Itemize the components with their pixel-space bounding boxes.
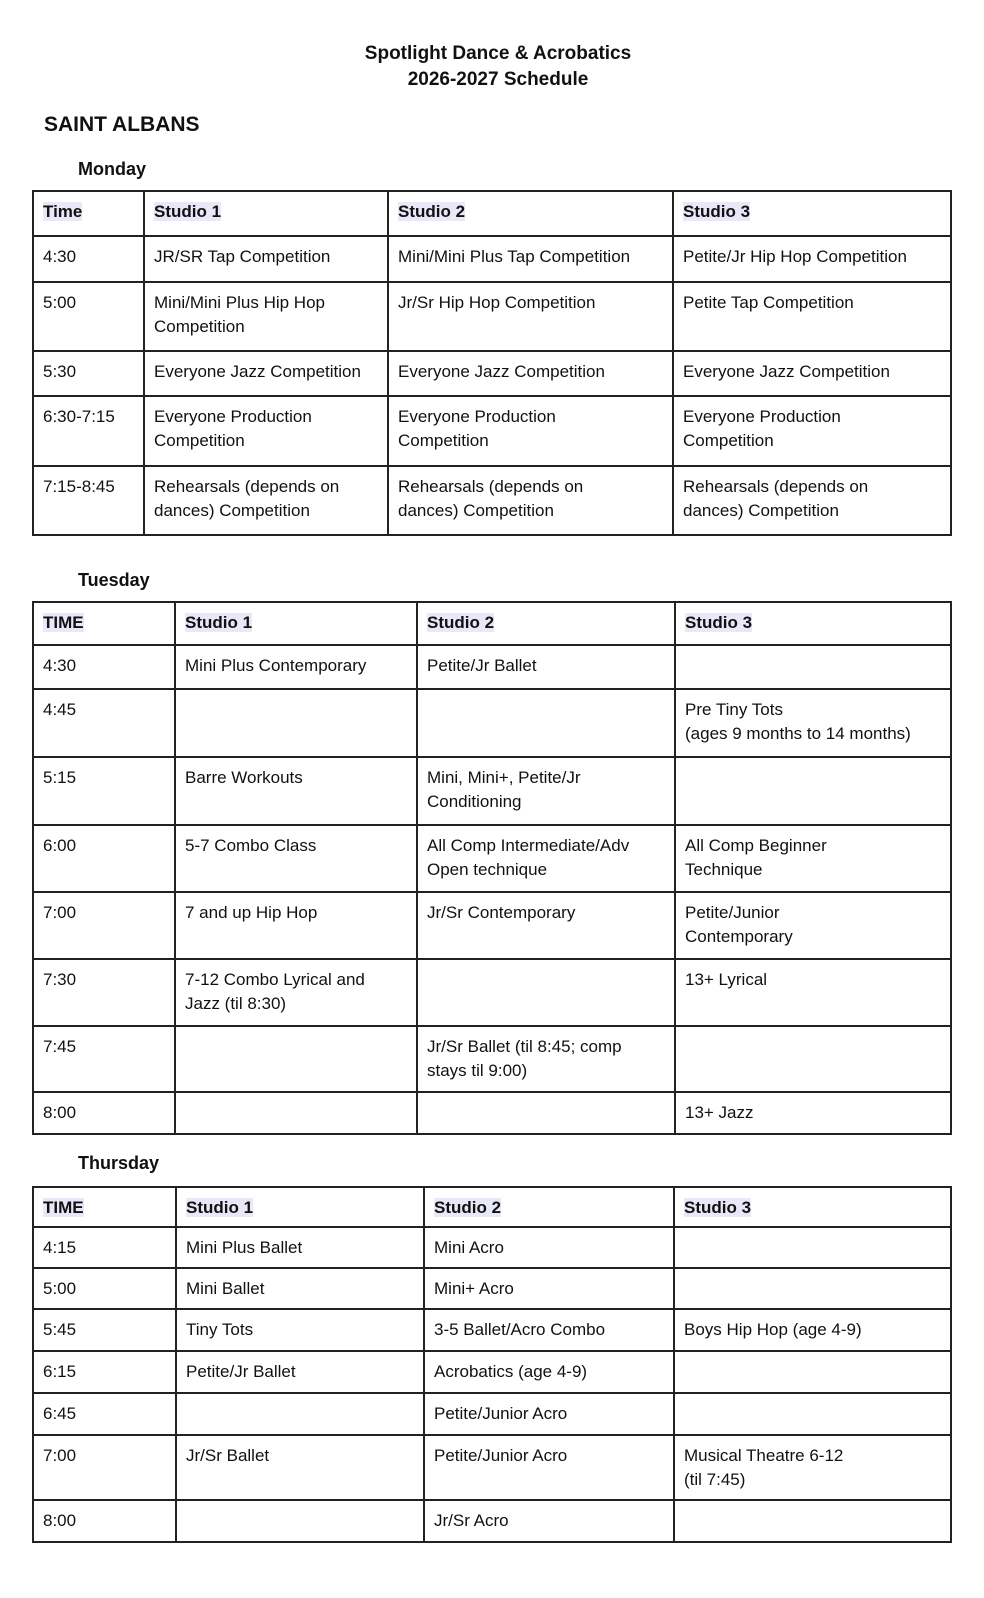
studio-1-cell: Jr/Sr Ballet: [176, 1435, 424, 1500]
studio-2-cell: 3-5 Ballet/Acro Combo: [424, 1309, 674, 1351]
column-header: TIME: [33, 602, 175, 645]
table-row: [33, 466, 951, 535]
time-cell: 7:00: [33, 1435, 176, 1500]
table-row: [33, 396, 951, 466]
studio-2-cell: All Comp Intermediate/Adv Open technique: [417, 825, 675, 892]
studio-1-cell: [175, 1092, 417, 1134]
studio-2-cell: Jr/Sr Ballet (til 8:45; comp stays til 9:00): [417, 1026, 675, 1092]
table-row: [33, 1309, 951, 1351]
studio-3-cell: Pre Tiny Tots (ages 9 months to 14 months): [675, 689, 951, 757]
time-cell: 4:45: [33, 689, 175, 757]
time-cell: 5:30: [33, 351, 144, 396]
table-row: [33, 236, 951, 282]
thursday-schedule-table: [32, 1186, 952, 1543]
studio-2-cell: [417, 689, 675, 757]
table-header-row: [33, 602, 951, 645]
table-row: [33, 959, 951, 1026]
studio-1-cell: Mini/Mini Plus Hip Hop Competition: [144, 282, 388, 351]
time-cell: 5:15: [33, 757, 175, 825]
table-row: [33, 1227, 951, 1268]
column-header: Studio 2: [424, 1187, 674, 1227]
table-row: [33, 689, 951, 757]
schedule-subtitle: 2026-2027 Schedule: [407, 69, 589, 90]
studio-3-cell: [674, 1268, 951, 1309]
studio-2-cell: Rehearsals (depends on dances) Competition: [388, 466, 673, 535]
location-heading: SAINT ALBANS: [44, 113, 200, 136]
table-row: [33, 645, 951, 689]
time-cell: 4:30: [33, 645, 175, 689]
studio-3-cell: Everyone Jazz Competition: [673, 351, 951, 396]
studio-1-cell: Petite/Jr Ballet: [176, 1351, 424, 1393]
studio-3-cell: [674, 1393, 951, 1435]
time-cell: 6:00: [33, 825, 175, 892]
time-cell: 5:45: [33, 1309, 176, 1351]
table-row: [33, 1092, 951, 1134]
table-row: [33, 1435, 951, 1500]
column-header: Studio 2: [417, 602, 675, 645]
column-header: Studio 3: [675, 602, 951, 645]
studio-3-cell: Musical Theatre 6-12 (til 7:45): [674, 1435, 951, 1500]
time-cell: 5:00: [33, 282, 144, 351]
table-row: [33, 757, 951, 825]
column-header: TIME: [33, 1187, 176, 1227]
studio-2-cell: Acrobatics (age 4-9): [424, 1351, 674, 1393]
day-heading-monday: Monday: [78, 159, 147, 179]
table-header-row: [33, 1187, 951, 1227]
time-cell: 7:15-8:45: [33, 466, 144, 535]
table-row: [33, 825, 951, 892]
time-cell: 6:15: [33, 1351, 176, 1393]
studio-1-cell: Mini Ballet: [176, 1268, 424, 1309]
table-row: [33, 1351, 951, 1393]
studio-1-cell: JR/SR Tap Competition: [144, 236, 388, 282]
studio-1-cell: Mini Plus Ballet: [176, 1227, 424, 1268]
table-row: [33, 1500, 951, 1542]
studio-1-cell: Barre Workouts: [175, 757, 417, 825]
studio-3-cell: [675, 645, 951, 689]
column-header: Studio 2: [388, 191, 673, 236]
schedule-title: Spotlight Dance & Acrobatics: [364, 43, 632, 64]
table-row: [33, 282, 951, 351]
studio-2-cell: Mini Acro: [424, 1227, 674, 1268]
studio-3-cell: Rehearsals (depends on dances) Competition: [673, 466, 951, 535]
time-cell: 6:45: [33, 1393, 176, 1435]
table-row: [33, 351, 951, 396]
column-header: Studio 1: [144, 191, 388, 236]
studio-3-cell: 13+ Jazz: [675, 1092, 951, 1134]
time-cell: 7:45: [33, 1026, 175, 1092]
studio-3-cell: Petite/Jr Hip Hop Competition: [673, 236, 951, 282]
studio-2-cell: Jr/Sr Acro: [424, 1500, 674, 1542]
studio-1-cell: Tiny Tots: [176, 1309, 424, 1351]
studio-2-cell: [417, 959, 675, 1026]
studio-3-cell: 13+ Lyrical: [675, 959, 951, 1026]
studio-3-cell: [674, 1500, 951, 1542]
studio-1-cell: Mini Plus Contemporary: [175, 645, 417, 689]
studio-3-cell: All Comp Beginner Technique: [675, 825, 951, 892]
studio-1-cell: [175, 1026, 417, 1092]
studio-1-cell: Rehearsals (depends on dances) Competition: [144, 466, 388, 535]
day-heading-tuesday: Tuesday: [78, 570, 150, 590]
studio-1-cell: 7 and up Hip Hop: [175, 892, 417, 959]
studio-2-cell: Mini, Mini+, Petite/Jr Conditioning: [417, 757, 675, 825]
studio-1-cell: [176, 1500, 424, 1542]
studio-2-cell: Petite/Junior Acro: [424, 1393, 674, 1435]
column-header: Studio 3: [674, 1187, 951, 1227]
studio-1-cell: [175, 689, 417, 757]
studio-2-cell: Jr/Sr Contemporary: [417, 892, 675, 959]
studio-3-cell: [674, 1351, 951, 1393]
studio-3-cell: Everyone Production Competition: [673, 396, 951, 466]
studio-2-cell: Everyone Jazz Competition: [388, 351, 673, 396]
table-row: [33, 1393, 951, 1435]
table-row: [33, 892, 951, 959]
time-cell: 8:00: [33, 1500, 176, 1542]
column-header: Studio 1: [176, 1187, 424, 1227]
column-header: Studio 3: [673, 191, 951, 236]
time-cell: 4:15: [33, 1227, 176, 1268]
studio-3-cell: Petite Tap Competition: [673, 282, 951, 351]
table-row: [33, 1268, 951, 1309]
studio-2-cell: Mini+ Acro: [424, 1268, 674, 1309]
studio-2-cell: Mini/Mini Plus Tap Competition: [388, 236, 673, 282]
studio-1-cell: 7-12 Combo Lyrical and Jazz (til 8:30): [175, 959, 417, 1026]
table-row: [33, 1026, 951, 1092]
time-cell: 5:00: [33, 1268, 176, 1309]
time-cell: 6:30-7:15: [33, 396, 144, 466]
time-cell: 7:00: [33, 892, 175, 959]
studio-2-cell: [417, 1092, 675, 1134]
studio-3-cell: [675, 757, 951, 825]
studio-3-cell: Petite/Junior Contemporary: [675, 892, 951, 959]
time-cell: 7:30: [33, 959, 175, 1026]
studio-3-cell: [675, 1026, 951, 1092]
studio-2-cell: Petite/Jr Ballet: [417, 645, 675, 689]
time-cell: 4:30: [33, 236, 144, 282]
column-header: Studio 1: [175, 602, 417, 645]
studio-2-cell: Everyone Production Competition: [388, 396, 673, 466]
studio-1-cell: 5-7 Combo Class: [175, 825, 417, 892]
time-cell: 8:00: [33, 1092, 175, 1134]
studio-1-cell: Everyone Jazz Competition: [144, 351, 388, 396]
studio-1-cell: Everyone Production Competition: [144, 396, 388, 466]
studio-2-cell: Petite/Junior Acro: [424, 1435, 674, 1500]
studio-3-cell: Boys Hip Hop (age 4-9): [674, 1309, 951, 1351]
day-heading-thursday: Thursday: [78, 1153, 160, 1173]
table-header-row: [33, 191, 951, 236]
studio-1-cell: [176, 1393, 424, 1435]
monday-schedule-table: [32, 190, 952, 536]
studio-3-cell: [674, 1227, 951, 1268]
studio-2-cell: Jr/Sr Hip Hop Competition: [388, 282, 673, 351]
column-header: Time: [33, 191, 144, 236]
tuesday-schedule-table: [32, 601, 952, 1135]
